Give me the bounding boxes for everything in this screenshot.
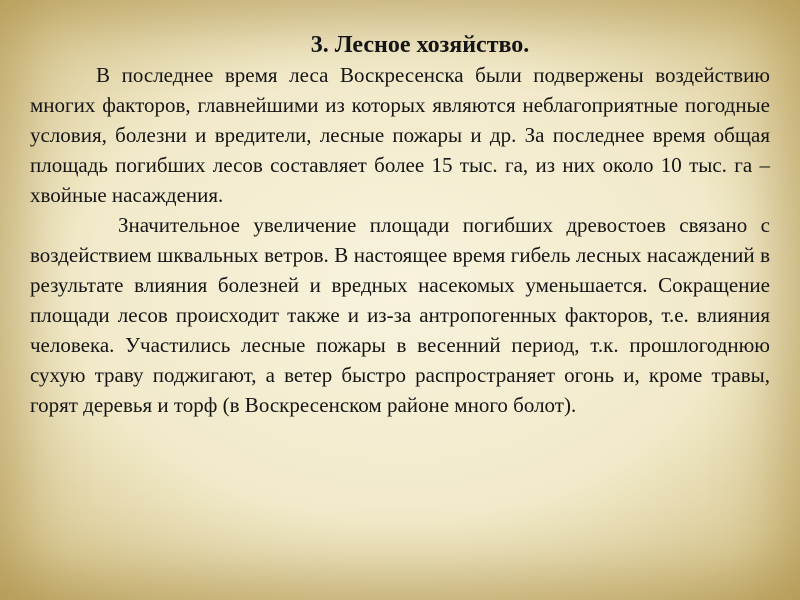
slide-title: 3. Лесное хозяйство. bbox=[310, 32, 530, 58]
paragraph-causes: Значительное увеличение площади погибших древостоев связано с воздействием шквальных ветров. В настоящее время гибель лесных насаждений в результате влияния болезней и вредных насекомых уменьшается. Сокращение площади лесов происходит также и из-за антропогенных факторов, т.е. влияния человека. Участились лесные пожары в весенний период, т.к. прошлогоднюю сухую траву поджигают, а ветер быстро распространяет огонь и, кроме травы, горят деревья и торф (в Воскресенском районе много болот). bbox=[30, 213, 770, 417]
slide-content bbox=[30, 30, 770, 420]
paragraph-forest-damage: В последнее время леса Воскресенска были подвержены воздействию многих факторов, главнейшими из которых являются неблагоприятные погодные условия, болезни и вредители, лесные пожары и др. За последнее время общая площадь погибших лесов составляет более 15 тыс. га, из них около 10 тыс. га – хвойные насаждения. bbox=[30, 63, 770, 207]
